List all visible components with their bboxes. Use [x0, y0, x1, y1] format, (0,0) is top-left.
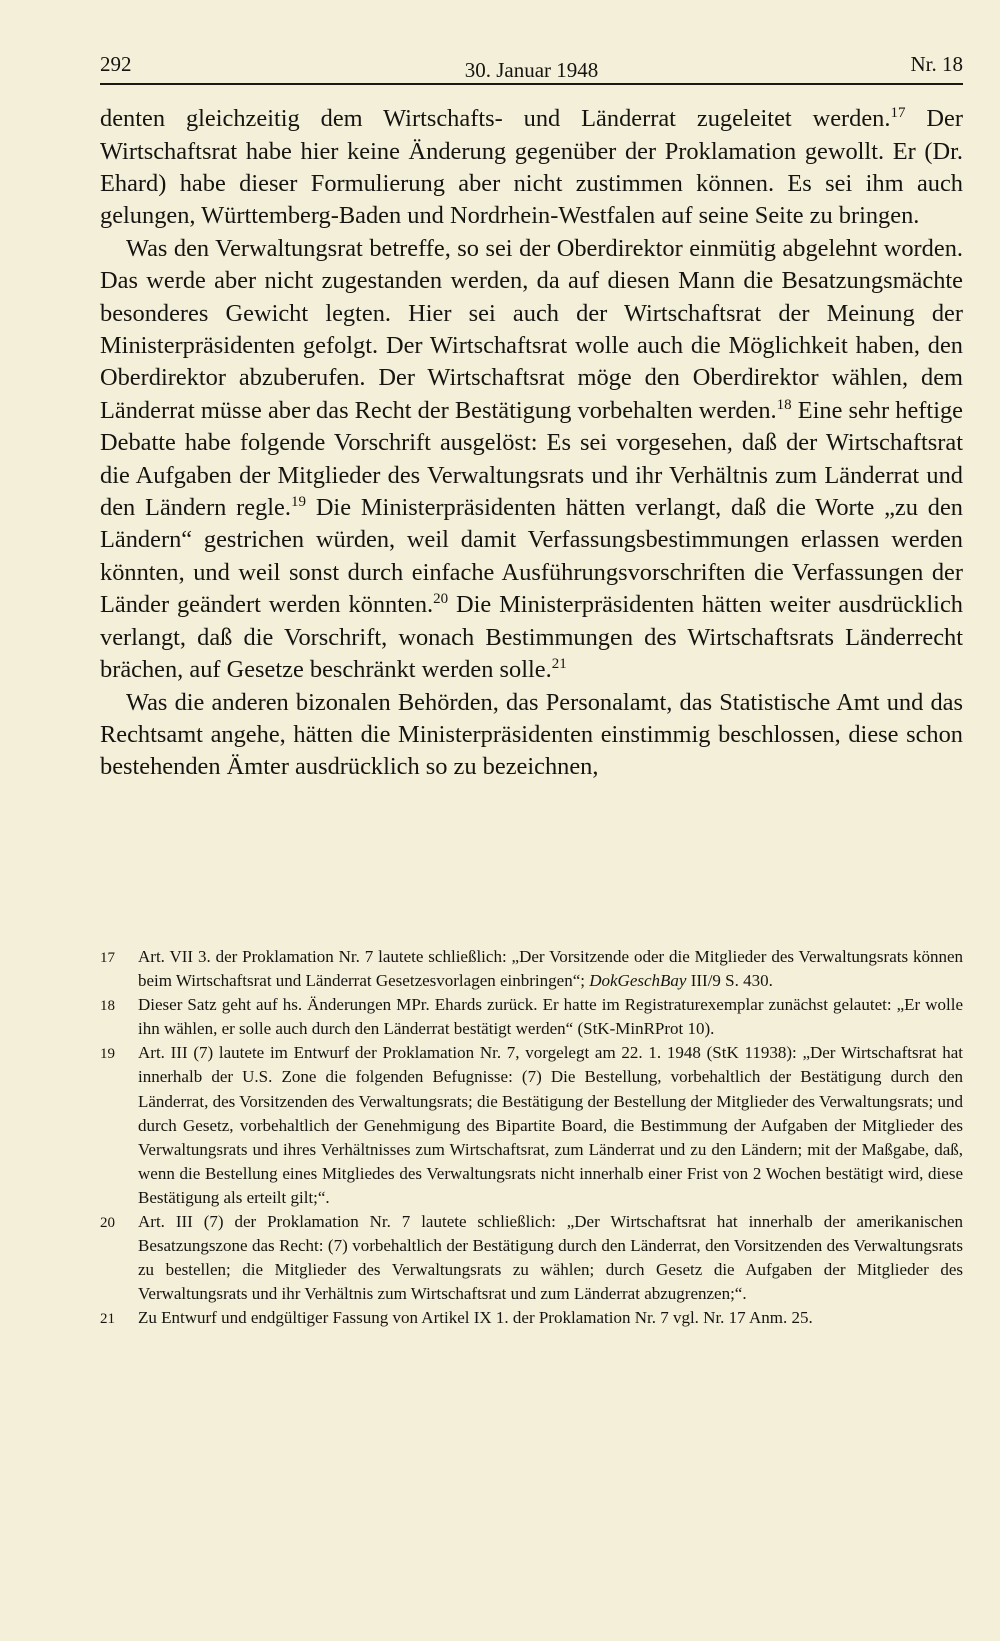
paragraph-1-text-a: denten gleichzeitig dem Wirtschafts- und Länderrat zugeleitet werden.: [100, 105, 891, 133]
paragraph-3-text-a: Was die anderen bizonalen Behörden, das Personalamt, das Statistische Amt und das Rechtsamt angehe, hätten die Ministerpräsidenten einstimmig beschlossen, diese schon bestehenden Ämter ausdrücklich so zu bezeichnen,: [100, 688, 963, 781]
page-number: 292: [100, 52, 132, 76]
footnote-ref-19: 19: [290, 494, 306, 511]
footnote-text: [138, 945, 963, 993]
page-content: [100, 52, 963, 784]
header-date: 30. Januar 1948: [464, 58, 599, 82]
footnote-text: Dieser Satz geht auf hs. Änderungen MPr. Ehards zurück. Er hatte im Registraturexemplar zunächst gelautet: „Er wolle ihn wählen, er solle auch durch den Länderrat bestätigt werden“ (StK-MinRProt 10).: [138, 995, 963, 1039]
footnote-ref-20: 20: [433, 591, 449, 608]
main-text: [100, 103, 963, 784]
footnotes: [100, 945, 963, 1332]
footnote-ref-17: 17: [890, 105, 906, 122]
footnote-ref-21: 21: [551, 656, 567, 673]
paragraph-3: [100, 687, 963, 784]
footnote-17-text-a: Art. VII 3. der Proklamation Nr. 7 lautete schließlich: „Der Vorsitzende oder die Mitglieder des Verwaltungsrats können beim Wirtschaftsrat und Länderrat Gesetzesvorlagen einbringen“;: [138, 947, 963, 991]
paragraph-2-text-d: Die Ministerpräsidenten hätten weiter ausdrücklich verlangt, daß die Vorschrift, wonach Bestimmungen des Wirtschaftsrats Länderrecht brächen, auf Gesetze beschränkt werden solle.: [100, 591, 963, 684]
footnote-18: [100, 993, 963, 1041]
footnote-text: Art. III (7) lautete im Entwurf der Proklamation Nr. 7, vorgelegt am 22. 1. 1948 (StK 11938): „Der Wirtschaftsrat hat innerhalb der U.S. Zone die folgenden Befugnisse: (7) Die Bestellung, vorbehaltlich der Bestätigung durch den Länderrat, des Vorsitzenden des Verwaltungsrats; die Bestätigung der Bestellung der Mitglieder des Verwaltungsrats; und durch Gesetz, vorbehaltlich der Genehmigung des Bipartite Board, die Bestimmung der Aufgaben der Mitglieder des Verwaltungsrats und ihres Verhältnisses zum Wirtschaftsrat, zum Länderrat und zu den Ländern; mit der Maßgabe, daß, wenn die Bestellung eines Mitgliedes des Verwaltungsrats nicht innerhalb einer Frist von 2 Wochen bestätigt wird, diese Bestätigung als erteilt gilt;“.: [138, 1043, 963, 1207]
footnote-number: 18: [100, 998, 115, 1015]
paragraph-2-text-b: Eine sehr heftige Debatte habe folgende Vorschrift ausgelöst: Es sei vorgesehen, daß der Wirtschaftsrat die Aufgaben der Mitglieder des Verwaltungsrats und ihr Verhältnis zum Länderrat und den Ländern regle.: [100, 396, 963, 522]
footnote-text: Art. III (7) der Proklamation Nr. 7 lautete schließlich: „Der Wirtschaftsrat hat innerhalb der amerikanischen Besatzungszone das Recht: (7) vorbehaltlich der Bestätigung durch den Länderrat, den Vorsitzenden des Verwaltungsrats zu bestellen; die Mitglieder des Verwaltungsrats zu wählen; durch Gesetz die Aufgaben der Mitglieder des Verwaltungsrats und ihr Verhältnis zum Wirtschaftsrat und zum Länderrat abzugrenzen;“.: [138, 1212, 963, 1304]
paragraph-1: [100, 103, 963, 233]
footnote-17-source: DokGeschBay: [589, 971, 687, 991]
footnote-number: 19: [100, 1046, 115, 1063]
paragraph-2-text-c: Die Ministerpräsidenten hätten verlangt, daß die Worte „zu den Ländern“ gestrichen würden, weil damit Verfassungsbestimmungen erlassen werden könnten, und weil sonst durch einfache Ausführungsvorschriften die Verfassungen der Länder geändert werden könnten.: [100, 494, 963, 619]
footnote-text: Zu Entwurf und endgültiger Fassung von Artikel IX 1. der Proklamation Nr. 7 vgl. Nr. 17 Anm. 25.: [138, 1308, 813, 1328]
footnote-17: [100, 945, 963, 993]
running-header: [100, 52, 963, 85]
paragraph-2: [100, 233, 963, 687]
paragraph-1-text-b: Der Wirtschaftsrat habe hier keine Änderung gegenüber der Proklamation gewollt. Er (Dr. Ehard) habe dieser Formulierung aber nicht zustimmen können. Es sei ihm auch gelungen, Württemberg-Baden und Nordrhein-Westfalen auf seine Seite zu bringen.: [100, 105, 963, 230]
footnote-number: 21: [100, 1311, 115, 1328]
footnote-number: 20: [100, 1215, 115, 1232]
footnote-19: [100, 1041, 963, 1210]
footnote-ref-18: 18: [776, 396, 792, 413]
document-number: Nr. 18: [910, 52, 963, 76]
footnote-21: [100, 1306, 963, 1331]
paragraph-2-text-a: Was den Verwaltungsrat betreffe, so sei der Oberdirektor einmütig abgelehnt worden. Das werde aber nicht zugestanden werden, da auf diesen Mann die Besatzungsmächte besonderes Gewicht legten. Hier sei auch der Wirtschaftsrat der Meinung der Ministerpräsidenten gefolgt. Der Wirtschaftsrat wolle auch die Möglichkeit haben, den Oberdirektor abzuberufen. Der Wirtschaftsrat möge den Oberdirektor wählen, dem Länderrat müsse aber das Recht der Bestätigung vorbehalten werden.: [100, 234, 963, 424]
footnote-20: [100, 1210, 963, 1306]
footnote-17-text-b: III/9 S. 430.: [686, 971, 773, 991]
footnote-number: 17: [100, 950, 115, 966]
